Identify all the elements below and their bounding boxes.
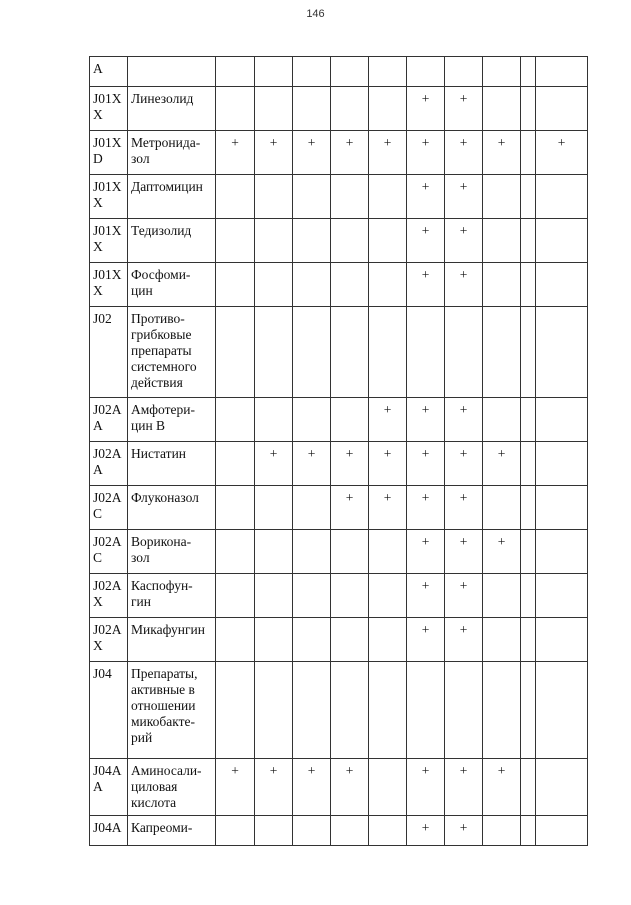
mark-cell [483,662,521,759]
mark-cell [483,263,521,307]
mark-cell: + [445,131,483,175]
mark-cell [521,307,536,398]
mark-cell [483,486,521,530]
table-row [90,131,588,175]
mark-cell [331,57,369,87]
mark-cell [536,486,588,530]
mark-cell [369,307,407,398]
table-row [90,530,588,574]
mark-cell [521,530,536,574]
mark-cell: + [445,87,483,131]
mark-cell [369,816,407,846]
atc-code-cell: J04AA [90,759,128,816]
mark-cell [369,618,407,662]
mark-cell [521,486,536,530]
mark-cell [369,662,407,759]
mark-cell: + [483,442,521,486]
mark-cell: + [407,398,445,442]
mark-cell: + [293,131,331,175]
mark-cell [255,662,293,759]
mark-cell [483,398,521,442]
table-row [90,486,588,530]
mark-cell [293,662,331,759]
mark-cell: + [407,442,445,486]
table-row [90,307,588,398]
mark-cell [293,87,331,131]
atc-code-cell: J01XD [90,131,128,175]
table-row [90,87,588,131]
mark-cell [331,530,369,574]
drug-name-cell: Каспофун- гин [128,574,216,618]
drug-name-cell: Ворикона- зол [128,530,216,574]
drug-name-cell [128,57,216,87]
atc-code-cell: J02AX [90,574,128,618]
mark-cell [293,398,331,442]
mark-cell [216,307,255,398]
mark-cell [536,398,588,442]
mark-cell [521,175,536,219]
mark-cell [521,816,536,846]
mark-cell [369,263,407,307]
mark-cell: + [483,131,521,175]
drug-name-cell: Капреоми- [128,816,216,846]
mark-cell: + [445,574,483,618]
mark-cell [521,662,536,759]
mark-cell: + [369,486,407,530]
mark-cell [536,759,588,816]
table-row [90,816,588,846]
atc-code-cell: J02 [90,307,128,398]
table-row [90,175,588,219]
mark-cell [369,574,407,618]
table-row [90,759,588,816]
mark-cell [255,816,293,846]
mark-cell [293,486,331,530]
mark-cell: + [293,442,331,486]
mark-cell [483,87,521,131]
atc-code-cell: J02AC [90,530,128,574]
mark-cell [293,263,331,307]
mark-cell [331,263,369,307]
mark-cell [536,662,588,759]
table-row [90,574,588,618]
table-row [90,57,588,87]
mark-cell [407,307,445,398]
mark-cell [521,442,536,486]
mark-cell [331,618,369,662]
mark-cell [369,57,407,87]
mark-cell [255,530,293,574]
atc-code-cell: J02AC [90,486,128,530]
mark-cell [255,307,293,398]
mark-cell [536,574,588,618]
mark-cell: + [407,486,445,530]
mark-cell [255,175,293,219]
mark-cell [216,530,255,574]
mark-cell [216,263,255,307]
mark-cell [536,530,588,574]
mark-cell: + [445,816,483,846]
mark-cell: + [483,530,521,574]
atc-code-cell: J02AA [90,398,128,442]
mark-cell [216,219,255,263]
mark-cell [536,307,588,398]
mark-cell [255,263,293,307]
mark-cell [293,816,331,846]
page-number: 146 [306,8,325,20]
mark-cell: + [407,618,445,662]
mark-cell [521,263,536,307]
drug-name-cell: Тедизолид [128,219,216,263]
drug-name-cell: Нистатин [128,442,216,486]
mark-cell: + [331,486,369,530]
mark-cell [293,175,331,219]
mark-cell [536,263,588,307]
mark-cell: + [369,131,407,175]
atc-code-cell: J01XX [90,87,128,131]
mark-cell [536,87,588,131]
table-row [90,263,588,307]
drug-name-cell: Флуконазол [128,486,216,530]
atc-code-cell: J01XX [90,175,128,219]
table-row [90,442,588,486]
mark-cell [216,574,255,618]
mark-cell [521,398,536,442]
table-row [90,398,588,442]
mark-cell [483,307,521,398]
mark-cell: + [407,87,445,131]
mark-cell [255,398,293,442]
mark-cell: + [255,131,293,175]
mark-cell [293,574,331,618]
mark-cell [216,398,255,442]
mark-cell [255,618,293,662]
mark-cell [216,618,255,662]
mark-cell: + [407,263,445,307]
mark-cell [369,759,407,816]
mark-cell [521,87,536,131]
mark-cell: + [369,398,407,442]
mark-cell [521,219,536,263]
mark-cell [369,175,407,219]
mark-cell [536,442,588,486]
mark-cell: + [407,816,445,846]
mark-cell: + [255,759,293,816]
mark-cell [521,57,536,87]
mark-cell [483,219,521,263]
mark-cell: + [445,442,483,486]
mark-cell [293,618,331,662]
mark-cell: + [293,759,331,816]
mark-cell [521,618,536,662]
mark-cell [536,57,588,87]
mark-cell [331,307,369,398]
atc-code-cell: J02AX [90,618,128,662]
mark-cell: + [331,131,369,175]
mark-cell [216,175,255,219]
mark-cell: + [369,442,407,486]
mark-cell [521,574,536,618]
mark-cell [255,219,293,263]
mark-cell [445,662,483,759]
mark-cell: + [407,175,445,219]
atc-code-cell: J01XX [90,263,128,307]
mark-cell [331,219,369,263]
drug-name-cell: Аминосали- циловая кислота [128,759,216,816]
mark-cell: + [445,486,483,530]
mark-cell: + [445,618,483,662]
mark-cell [483,816,521,846]
mark-cell: + [483,759,521,816]
atc-code-cell: J04A [90,816,128,846]
mark-cell [293,219,331,263]
mark-cell [536,175,588,219]
mark-cell [331,662,369,759]
mark-cell: + [445,759,483,816]
mark-cell: + [407,759,445,816]
drug-name-cell: Амфотери- цин В [128,398,216,442]
mark-cell [521,759,536,816]
table-row [90,219,588,263]
drug-name-cell: Противо- грибковые препараты системного действия [128,307,216,398]
mark-cell [331,87,369,131]
mark-cell [483,618,521,662]
mark-cell [483,175,521,219]
mark-cell [483,57,521,87]
mark-cell [255,57,293,87]
mark-cell [407,57,445,87]
mark-cell [483,574,521,618]
mark-cell [536,816,588,846]
mark-cell [255,87,293,131]
mark-cell: + [407,530,445,574]
drug-name-cell: Даптомицин [128,175,216,219]
mark-cell [407,662,445,759]
mark-cell [331,816,369,846]
mark-cell [293,57,331,87]
drug-name-cell: Фосфоми- цин [128,263,216,307]
mark-cell: + [407,219,445,263]
drug-name-cell: Препараты, активные в отношении микобакте- рий [128,662,216,759]
mark-cell: + [216,131,255,175]
mark-cell: + [331,759,369,816]
atc-code-cell: J01XX [90,219,128,263]
mark-cell: + [407,131,445,175]
mark-cell: + [407,574,445,618]
mark-cell [445,307,483,398]
mark-cell [216,662,255,759]
table-row [90,618,588,662]
mark-cell [216,486,255,530]
mark-cell [255,486,293,530]
drug-table [89,56,588,846]
mark-cell [369,530,407,574]
atc-code-cell: J04 [90,662,128,759]
mark-cell: + [445,219,483,263]
mark-cell [536,219,588,263]
mark-cell [293,530,331,574]
mark-cell [445,57,483,87]
mark-cell [216,57,255,87]
mark-cell [216,442,255,486]
mark-cell: + [255,442,293,486]
mark-cell: + [445,263,483,307]
drug-name-cell: Метронида- зол [128,131,216,175]
mark-cell: + [536,131,588,175]
mark-cell: + [331,442,369,486]
mark-cell [255,574,293,618]
drug-name-cell: Линезолид [128,87,216,131]
mark-cell [216,816,255,846]
mark-cell: + [445,530,483,574]
drug-name-cell: Микафунгин [128,618,216,662]
table-row [90,662,588,759]
mark-cell [331,175,369,219]
mark-cell [293,307,331,398]
mark-cell [536,618,588,662]
mark-cell [521,131,536,175]
mark-cell: + [445,175,483,219]
mark-cell [216,87,255,131]
mark-cell: + [445,398,483,442]
mark-cell [331,398,369,442]
mark-cell [369,87,407,131]
mark-cell [331,574,369,618]
mark-cell [369,219,407,263]
mark-cell: + [216,759,255,816]
atc-code-cell: A [90,57,128,87]
atc-code-cell: J02AA [90,442,128,486]
